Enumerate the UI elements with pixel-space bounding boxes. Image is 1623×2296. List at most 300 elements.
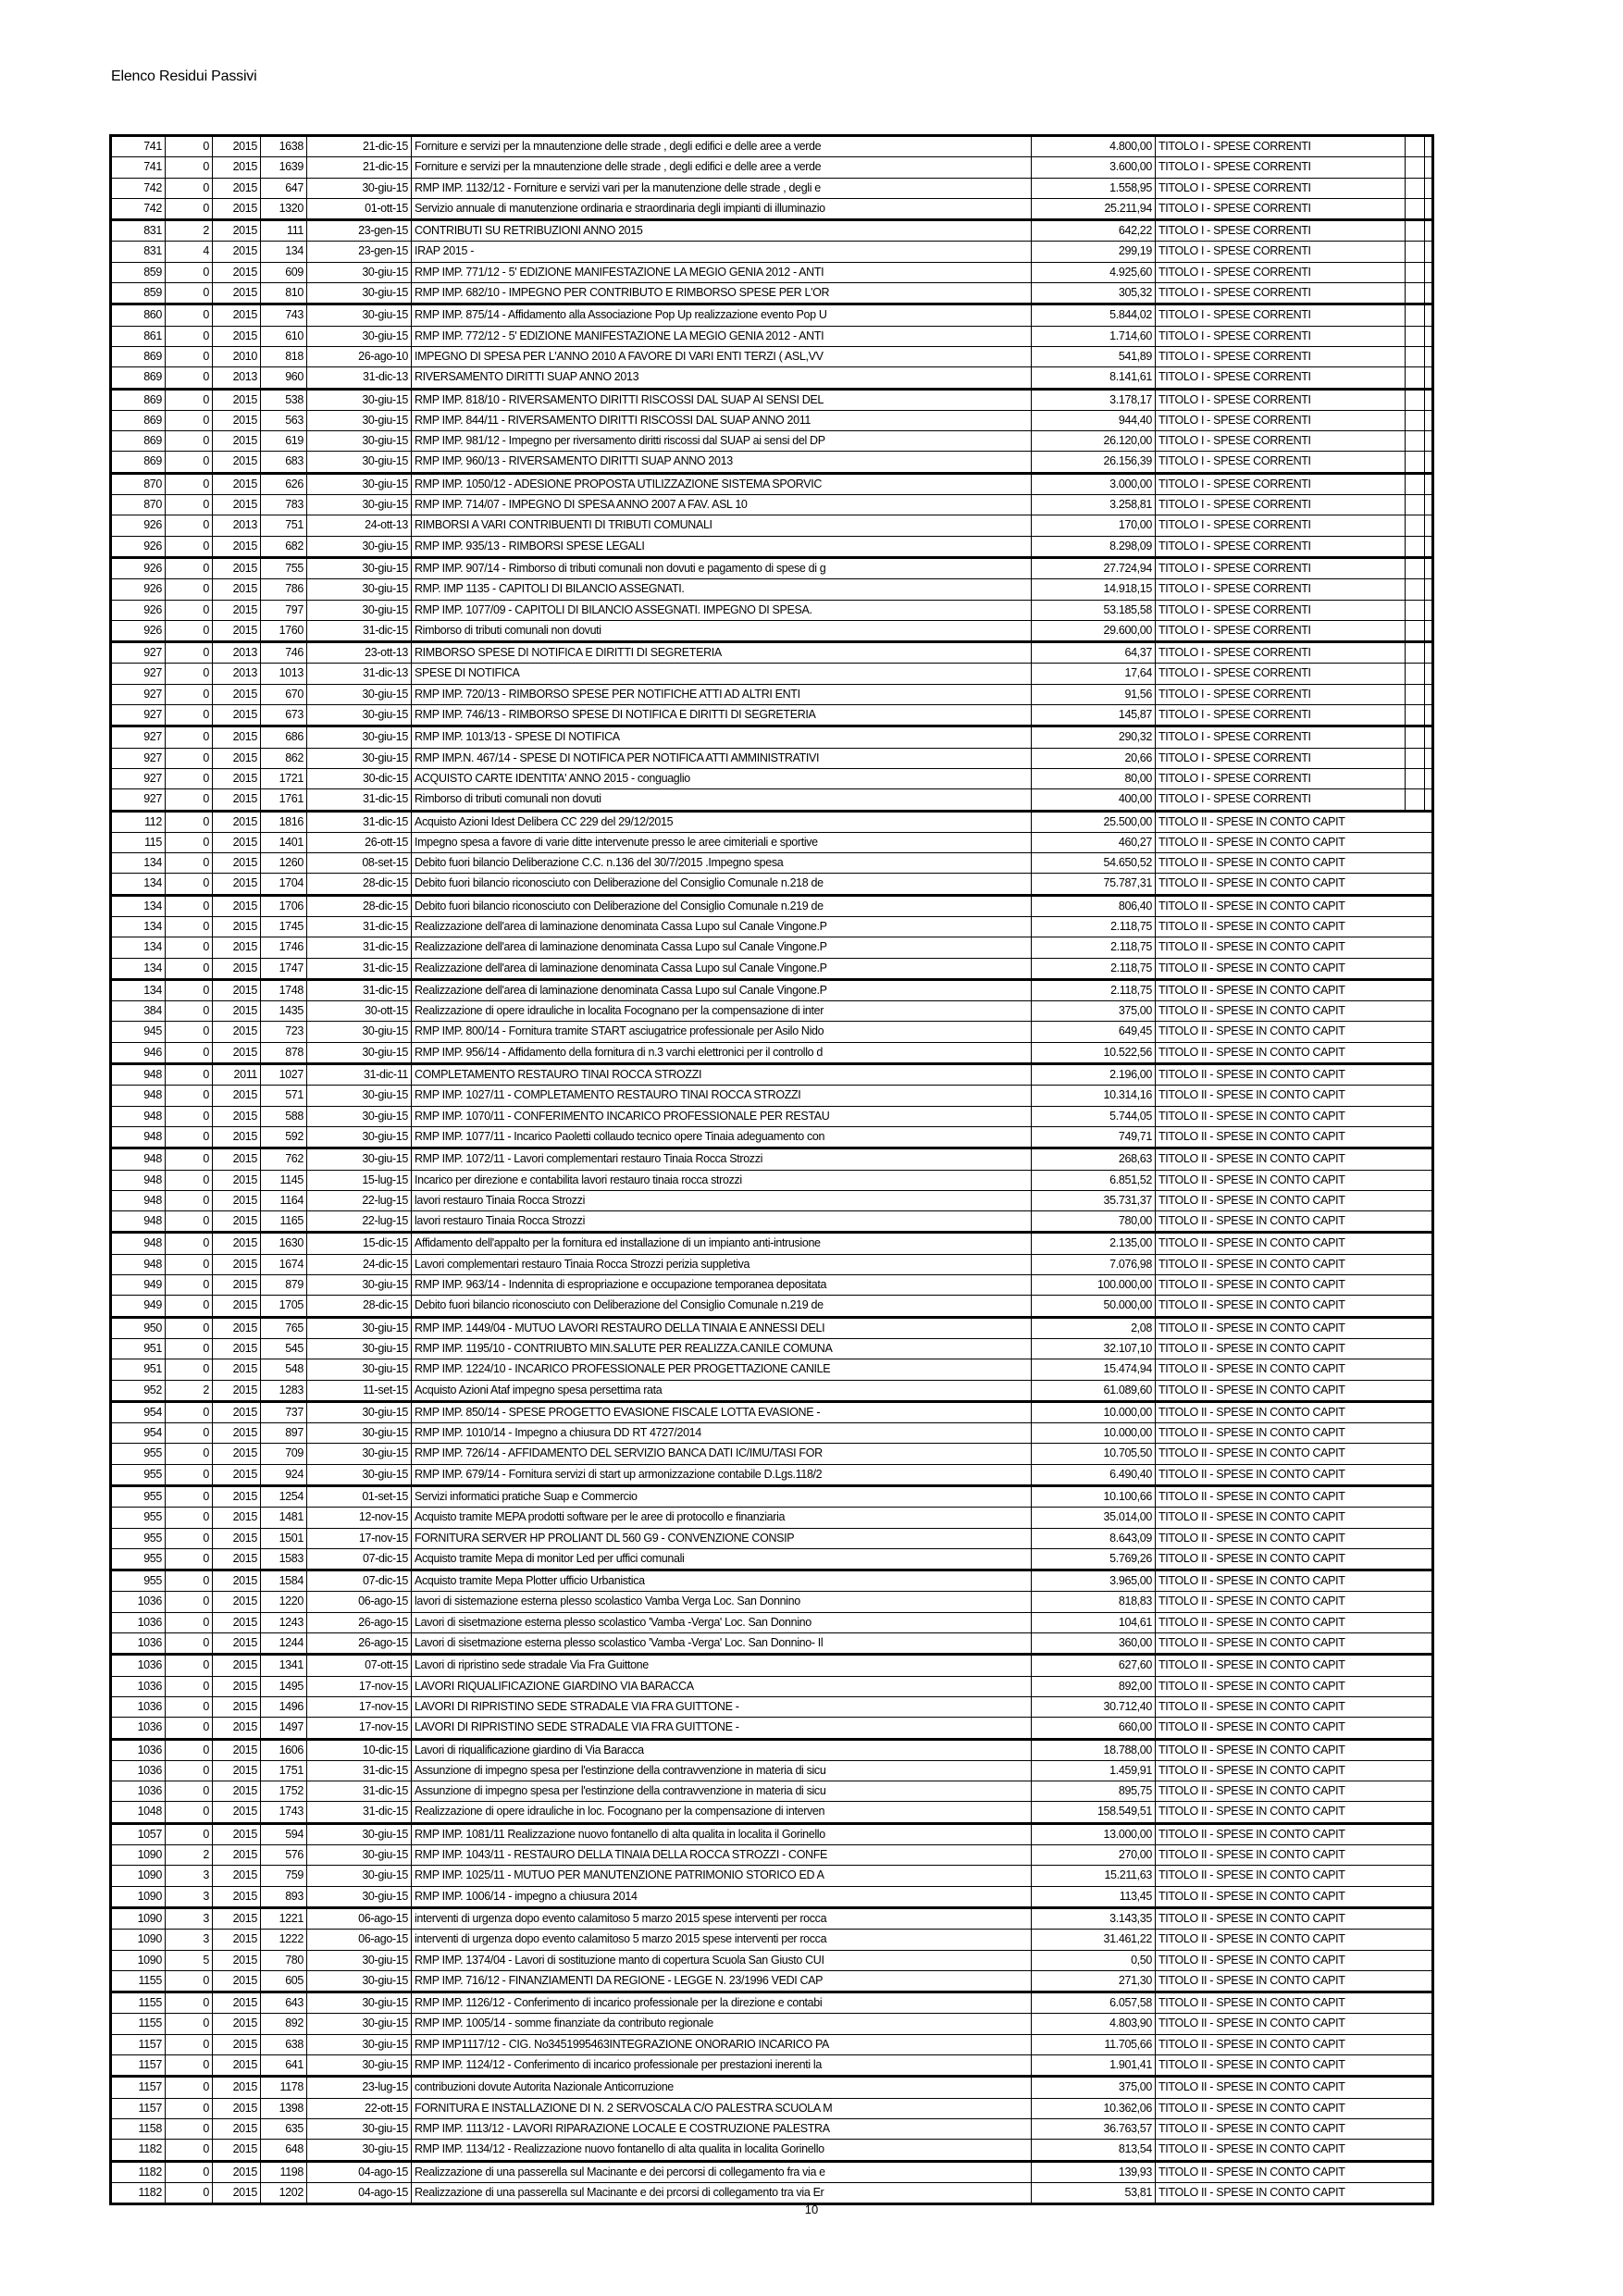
amount-cell: 10.522,56	[1032, 1042, 1156, 1063]
date-cell: 23-ott-13	[307, 642, 412, 664]
date-cell: 31-dic-15	[307, 1802, 412, 1823]
empty-cell	[1406, 600, 1425, 620]
year-cell: 2013	[213, 664, 261, 684]
description-cell: Realizzazione dell'area di laminazione denominata Cassa Lupo sul Canale Vingone.P	[412, 937, 1032, 958]
titolo-label-cell: TITOLO II - SPESE IN CONTO CAPIT	[1156, 1781, 1433, 1802]
residuo-number-cell: 869	[111, 367, 166, 389]
year-cell: 2015	[213, 895, 261, 916]
sub-number-cell: 0	[166, 1401, 213, 1422]
titolo-label-cell: TITOLO I - SPESE CORRENTI	[1156, 410, 1406, 430]
date-cell: 30-giu-15	[307, 726, 412, 748]
amount-cell: 32.107,10	[1032, 1338, 1156, 1359]
year-cell: 2015	[213, 557, 261, 578]
sub-number-cell: 0	[166, 157, 213, 178]
amount-cell: 25.211,94	[1032, 198, 1156, 219]
sub-number-cell: 0	[166, 178, 213, 198]
empty-cell	[1406, 789, 1425, 811]
year-cell: 2013	[213, 515, 261, 536]
titolo-label-cell: TITOLO II - SPESE IN CONTO CAPIT	[1156, 1612, 1433, 1632]
description-cell: Rimborso di tributi comunali non dovuti	[412, 789, 1032, 811]
residuo-number-cell: 134	[111, 916, 166, 937]
empty-cell	[1406, 410, 1425, 430]
titolo-label-cell: TITOLO II - SPESE IN CONTO CAPIT	[1156, 832, 1433, 852]
date-cell: 31-dic-15	[307, 789, 412, 811]
year-cell: 2015	[213, 2118, 261, 2139]
description-cell: Incarico per direzione e contabilita lavori restauro tinaia rocca strozzi	[412, 1170, 1032, 1190]
amount-cell: 10.314,16	[1032, 1086, 1156, 1106]
amount-cell: 660,00	[1032, 1718, 1156, 1739]
residuo-number-cell: 1157	[111, 2034, 166, 2054]
table-row	[111, 1655, 1433, 1676]
residuo-number-cell: 1036	[111, 1718, 166, 1739]
amount-cell: 460,27	[1032, 832, 1156, 852]
table-row	[111, 2098, 1433, 2118]
empty-cell	[1425, 726, 1433, 748]
description-cell: Debito fuori bilancio riconosciuto con Deliberazione del Consiglio Comunale n.218 de	[412, 874, 1032, 895]
impegno-number-cell: 1748	[261, 979, 307, 1000]
table-row	[111, 958, 1433, 979]
titolo-label-cell: TITOLO I - SPESE CORRENTI	[1156, 157, 1406, 178]
description-cell: RMP IMP. 1006/14 - impegno a chiusura 2014	[412, 1886, 1032, 1907]
amount-cell: 27.724,94	[1032, 557, 1156, 578]
residuo-number-cell: 955	[111, 1528, 166, 1548]
amount-cell: 1.901,41	[1032, 2055, 1156, 2077]
impegno-number-cell: 1630	[261, 1233, 307, 1254]
empty-cell	[1406, 304, 1425, 326]
year-cell: 2015	[213, 1401, 261, 1422]
impegno-number-cell: 1027	[261, 1064, 307, 1086]
table-row	[111, 1696, 1433, 1717]
table-row	[111, 1970, 1433, 1992]
titolo-label-cell: TITOLO I - SPESE CORRENTI	[1156, 473, 1406, 494]
titolo-label-cell: TITOLO II - SPESE IN CONTO CAPIT	[1156, 958, 1433, 979]
year-cell: 2015	[213, 452, 261, 473]
sub-number-cell: 0	[166, 410, 213, 430]
year-cell: 2015	[213, 620, 261, 641]
sub-number-cell: 0	[166, 2014, 213, 2034]
sub-number-cell: 0	[166, 979, 213, 1000]
residuo-number-cell: 946	[111, 1042, 166, 1063]
empty-cell	[1425, 473, 1433, 494]
titolo-label-cell: TITOLO II - SPESE IN CONTO CAPIT	[1156, 1444, 1433, 1464]
amount-cell: 8.141,61	[1032, 367, 1156, 389]
amount-cell: 818,83	[1032, 1592, 1156, 1612]
year-cell: 2015	[213, 2098, 261, 2118]
date-cell: 04-ago-15	[307, 2161, 412, 2182]
description-cell: Lavori di sisetmazione esterna plesso scolastico 'Vamba -Verga' Loc. San Donnino- Il	[412, 1633, 1032, 1655]
amount-cell: 627,60	[1032, 1655, 1156, 1676]
year-cell: 2015	[213, 1508, 261, 1528]
amount-cell: 3.965,00	[1032, 1570, 1156, 1592]
amount-cell: 4.800,00	[1032, 136, 1156, 157]
table-row	[111, 620, 1433, 641]
table-row	[111, 726, 1433, 748]
date-cell: 30-giu-15	[307, 1464, 412, 1485]
table-row	[111, 1570, 1433, 1592]
impegno-number-cell: 878	[261, 1042, 307, 1063]
residuo-number-cell: 859	[111, 262, 166, 282]
impegno-number-cell: 783	[261, 495, 307, 515]
impegno-number-cell: 1752	[261, 1781, 307, 1802]
date-cell: 30-giu-15	[307, 600, 412, 620]
titolo-label-cell: TITOLO I - SPESE CORRENTI	[1156, 664, 1406, 684]
titolo-label-cell: TITOLO II - SPESE IN CONTO CAPIT	[1156, 1464, 1433, 1485]
amount-cell: 2.196,00	[1032, 1064, 1156, 1086]
titolo-label-cell: TITOLO II - SPESE IN CONTO CAPIT	[1156, 1401, 1433, 1422]
table-row	[111, 768, 1433, 788]
residuo-number-cell: 134	[111, 895, 166, 916]
year-cell: 2015	[213, 1802, 261, 1823]
impegno-number-cell: 1435	[261, 1001, 307, 1022]
empty-cell	[1425, 620, 1433, 641]
residuo-number-cell: 1036	[111, 1612, 166, 1632]
amount-cell: 5.744,05	[1032, 1106, 1156, 1126]
empty-cell	[1406, 768, 1425, 788]
empty-cell	[1425, 495, 1433, 515]
titolo-label-cell: TITOLO I - SPESE CORRENTI	[1156, 198, 1406, 219]
residuo-number-cell: 870	[111, 495, 166, 515]
empty-cell	[1406, 620, 1425, 641]
residuo-number-cell: 927	[111, 684, 166, 704]
table-row	[111, 346, 1433, 366]
residuo-number-cell: 869	[111, 431, 166, 452]
sub-number-cell: 3	[166, 1866, 213, 1886]
year-cell: 2010	[213, 346, 261, 366]
impegno-number-cell: 648	[261, 2140, 307, 2161]
year-cell: 2015	[213, 2014, 261, 2034]
empty-cell	[1425, 283, 1433, 304]
titolo-label-cell: TITOLO II - SPESE IN CONTO CAPIT	[1156, 1676, 1433, 1696]
residuo-number-cell: 1036	[111, 1696, 166, 1717]
impegno-number-cell: 1638	[261, 136, 307, 157]
table-row	[111, 2014, 1433, 2034]
amount-cell: 25.500,00	[1032, 811, 1156, 832]
year-cell: 2015	[213, 198, 261, 219]
year-cell: 2015	[213, 1001, 261, 1022]
table-row	[111, 1760, 1433, 1781]
empty-cell	[1406, 178, 1425, 198]
sub-number-cell: 0	[166, 515, 213, 536]
date-cell: 23-gen-15	[307, 220, 412, 242]
description-cell: RMP IMP. 1010/14 - Impegno a chiusura DD RT 4727/2014	[412, 1423, 1032, 1444]
impegno-number-cell: 647	[261, 178, 307, 198]
table-row	[111, 1022, 1433, 1042]
empty-cell	[1406, 495, 1425, 515]
impegno-number-cell: 1501	[261, 1528, 307, 1548]
date-cell: 30-ott-15	[307, 1001, 412, 1022]
description-cell: Assunzione di impegno spesa per l'estinzione della contravvenzione in materia di sicu	[412, 1760, 1032, 1781]
year-cell: 2015	[213, 1423, 261, 1444]
titolo-label-cell: TITOLO II - SPESE IN CONTO CAPIT	[1156, 1655, 1433, 1676]
table-row	[111, 684, 1433, 704]
impegno-number-cell: 960	[261, 367, 307, 389]
titolo-label-cell: TITOLO II - SPESE IN CONTO CAPIT	[1156, 1106, 1433, 1126]
sub-number-cell: 0	[166, 2034, 213, 2054]
description-cell: RMP IMP. 1224/10 - INCARICO PROFESSIONALE PER PROGETTAZIONE CANILE	[412, 1359, 1032, 1380]
table-row	[111, 1064, 1433, 1086]
empty-cell	[1406, 579, 1425, 600]
titolo-label-cell: TITOLO II - SPESE IN CONTO CAPIT	[1156, 1086, 1433, 1106]
residuo-number-cell: 927	[111, 664, 166, 684]
empty-cell	[1425, 220, 1433, 242]
residuo-number-cell: 948	[111, 1086, 166, 1106]
amount-cell: 6.851,52	[1032, 1170, 1156, 1190]
titolo-label-cell: TITOLO II - SPESE IN CONTO CAPIT	[1156, 2118, 1433, 2139]
description-cell: RMP IMP. 1043/11 - RESTAURO DELLA TINAIA DELLA ROCCA STROZZI - CONFE	[412, 1845, 1032, 1866]
date-cell: 30-giu-15	[307, 536, 412, 557]
impegno-number-cell: 780	[261, 1950, 307, 1970]
empty-cell	[1425, 642, 1433, 664]
sub-number-cell: 0	[166, 895, 213, 916]
table-row	[111, 979, 1433, 1000]
amount-cell: 895,75	[1032, 1781, 1156, 1802]
sub-number-cell: 0	[166, 473, 213, 494]
date-cell: 31-dic-15	[307, 958, 412, 979]
sub-number-cell: 0	[166, 1592, 213, 1612]
date-cell: 28-dic-15	[307, 874, 412, 895]
amount-cell: 35.731,37	[1032, 1190, 1156, 1210]
table-row	[111, 2161, 1433, 2182]
impegno-number-cell: 759	[261, 1866, 307, 1886]
date-cell: 30-giu-15	[307, 2140, 412, 2161]
date-cell: 12-nov-15	[307, 1508, 412, 1528]
year-cell: 2015	[213, 1548, 261, 1570]
description-cell: RMP IMP. 771/12 - 5' EDIZIONE MANIFESTAZIONE LA MEGIO GENIA 2012 - ANTI	[412, 262, 1032, 282]
date-cell: 30-giu-15	[307, 1338, 412, 1359]
year-cell: 2013	[213, 367, 261, 389]
amount-cell: 305,32	[1032, 283, 1156, 304]
empty-cell	[1406, 136, 1425, 157]
description-cell: RMP IMP. 850/14 - SPESE PROGETTO EVASIONE FISCALE LOTTA EVASIONE -	[412, 1401, 1032, 1422]
date-cell: 31-dic-15	[307, 620, 412, 641]
table-row	[111, 410, 1433, 430]
residuo-number-cell: 1090	[111, 1866, 166, 1886]
impegno-number-cell: 1760	[261, 620, 307, 641]
impegno-number-cell: 897	[261, 1423, 307, 1444]
year-cell: 2015	[213, 431, 261, 452]
sub-number-cell: 0	[166, 2182, 213, 2203]
residuo-number-cell: 1090	[111, 1907, 166, 1929]
table-row	[111, 789, 1433, 811]
table-row	[111, 874, 1433, 895]
residuo-number-cell: 948	[111, 1211, 166, 1233]
year-cell: 2015	[213, 979, 261, 1000]
date-cell: 31-dic-15	[307, 916, 412, 937]
table-row	[111, 1486, 1433, 1508]
titolo-label-cell: TITOLO II - SPESE IN CONTO CAPIT	[1156, 1296, 1433, 1317]
date-cell: 07-dic-15	[307, 1570, 412, 1592]
amount-cell: 30.712,40	[1032, 1696, 1156, 1717]
amount-cell: 749,71	[1032, 1126, 1156, 1148]
year-cell: 2015	[213, 1823, 261, 1844]
impegno-number-cell: 1606	[261, 1739, 307, 1760]
table-row	[111, 1086, 1433, 1106]
year-cell: 2015	[213, 832, 261, 852]
residuo-number-cell: 384	[111, 1001, 166, 1022]
impegno-number-cell: 746	[261, 642, 307, 664]
date-cell: 30-giu-15	[307, 1970, 412, 1992]
sub-number-cell: 0	[166, 452, 213, 473]
impegno-number-cell: 683	[261, 452, 307, 473]
description-cell: RMP IMP. 1195/10 - CONTRIUBTO MIN.SALUTE PER REALIZZA.CANILE COMUNA	[412, 1338, 1032, 1359]
table-row	[111, 1528, 1433, 1548]
date-cell: 30-giu-15	[307, 326, 412, 346]
sub-number-cell: 0	[166, 579, 213, 600]
titolo-label-cell: TITOLO II - SPESE IN CONTO CAPIT	[1156, 2014, 1433, 2034]
amount-cell: 26.120,00	[1032, 431, 1156, 452]
titolo-label-cell: TITOLO I - SPESE CORRENTI	[1156, 346, 1406, 366]
date-cell: 17-nov-15	[307, 1696, 412, 1717]
empty-cell	[1425, 326, 1433, 346]
amount-cell: 80,00	[1032, 768, 1156, 788]
year-cell: 2015	[213, 157, 261, 178]
impegno-number-cell: 1751	[261, 1760, 307, 1781]
titolo-label-cell: TITOLO I - SPESE CORRENTI	[1156, 557, 1406, 578]
titolo-label-cell: TITOLO I - SPESE CORRENTI	[1156, 242, 1406, 262]
impegno-number-cell: 786	[261, 579, 307, 600]
empty-cell	[1425, 410, 1433, 430]
year-cell: 2015	[213, 1570, 261, 1592]
amount-cell: 3.143,35	[1032, 1907, 1156, 1929]
residuo-number-cell: 1057	[111, 1823, 166, 1844]
sub-number-cell: 0	[166, 684, 213, 704]
description-cell: Acquisto tramite Mepa di monitor Led per uffici comunali	[412, 1548, 1032, 1570]
amount-cell: 268,63	[1032, 1148, 1156, 1170]
impegno-number-cell: 643	[261, 1992, 307, 2014]
amount-cell: 3.600,00	[1032, 157, 1156, 178]
impegno-number-cell: 755	[261, 557, 307, 578]
sub-number-cell: 0	[166, 557, 213, 578]
year-cell: 2015	[213, 242, 261, 262]
sub-number-cell: 0	[166, 853, 213, 874]
impegno-number-cell: 810	[261, 283, 307, 304]
titolo-label-cell: TITOLO II - SPESE IN CONTO CAPIT	[1156, 1380, 1433, 1401]
date-cell: 31-dic-15	[307, 811, 412, 832]
empty-cell	[1406, 452, 1425, 473]
impegno-number-cell: 1495	[261, 1676, 307, 1696]
impegno-number-cell: 1260	[261, 853, 307, 874]
titolo-label-cell: TITOLO I - SPESE CORRENTI	[1156, 304, 1406, 326]
residuo-number-cell: 927	[111, 748, 166, 768]
date-cell: 06-ago-15	[307, 1592, 412, 1612]
table-row	[111, 1001, 1433, 1022]
description-cell: RMP IMP. 963/14 - Indennita di espropriazione e occupazione temporanea depositata	[412, 1275, 1032, 1296]
residuo-number-cell: 926	[111, 600, 166, 620]
table-row	[111, 2182, 1433, 2203]
sub-number-cell: 0	[166, 2098, 213, 2118]
impegno-number-cell: 1747	[261, 958, 307, 979]
titolo-label-cell: TITOLO II - SPESE IN CONTO CAPIT	[1156, 1528, 1433, 1548]
sub-number-cell: 0	[166, 283, 213, 304]
year-cell: 2015	[213, 853, 261, 874]
titolo-label-cell: TITOLO II - SPESE IN CONTO CAPIT	[1156, 1907, 1433, 1929]
empty-cell	[1425, 452, 1433, 473]
table-row	[111, 664, 1433, 684]
sub-number-cell: 4	[166, 242, 213, 262]
amount-cell: 780,00	[1032, 1211, 1156, 1233]
date-cell: 30-giu-15	[307, 1992, 412, 2014]
impegno-number-cell: 1721	[261, 768, 307, 788]
date-cell: 30-giu-15	[307, 1086, 412, 1106]
amount-cell: 6.057,58	[1032, 1992, 1156, 2014]
amount-cell: 649,45	[1032, 1022, 1156, 1042]
residuo-number-cell: 1048	[111, 1802, 166, 1823]
amount-cell: 158.549,51	[1032, 1802, 1156, 1823]
description-cell: RMP IMP. 1005/14 - somme finanziate da contributo regionale	[412, 2014, 1032, 2034]
sub-number-cell: 0	[166, 1802, 213, 1823]
date-cell: 21-dic-15	[307, 157, 412, 178]
residuo-number-cell: 1158	[111, 2118, 166, 2139]
impegno-number-cell: 134	[261, 242, 307, 262]
description-cell: RMP IMP. 772/12 - 5' EDIZIONE MANIFESTAZIONE LA MEGIO GENIA 2012 - ANTI	[412, 326, 1032, 346]
table-row	[111, 1823, 1433, 1844]
residuo-number-cell: 952	[111, 1380, 166, 1401]
titolo-label-cell: TITOLO I - SPESE CORRENTI	[1156, 220, 1406, 242]
residuo-number-cell: 741	[111, 157, 166, 178]
amount-cell: 400,00	[1032, 789, 1156, 811]
amount-cell: 35.014,00	[1032, 1508, 1156, 1528]
sub-number-cell: 0	[166, 642, 213, 664]
titolo-label-cell: TITOLO II - SPESE IN CONTO CAPIT	[1156, 1970, 1433, 1992]
empty-cell	[1425, 684, 1433, 704]
empty-cell	[1425, 557, 1433, 578]
description-cell: RMP IMP. 907/14 - Rimborso di tributi comunali non dovuti e pagamento di spese di g	[412, 557, 1032, 578]
sub-number-cell: 0	[166, 1970, 213, 1992]
description-cell: Acquisto Azioni Idest Delibera CC 229 del 29/12/2015	[412, 811, 1032, 832]
empty-cell	[1425, 262, 1433, 282]
description-cell: RIMBORSI A VARI CONTRIBUENTI DI TRIBUTI COMUNALI	[412, 515, 1032, 536]
table-row	[111, 895, 1433, 916]
impegno-number-cell: 1198	[261, 2161, 307, 2182]
description-cell: RMP IMP. 714/07 - IMPEGNO DI SPESA ANNO 2007 A FAV. ASL 10	[412, 495, 1032, 515]
residuo-number-cell: 134	[111, 958, 166, 979]
sub-number-cell: 0	[166, 2055, 213, 2077]
description-cell: LAVORI DI RIPRISTINO SEDE STRADALE VIA FRA GUITTONE -	[412, 1696, 1032, 1717]
amount-cell: 1.558,95	[1032, 178, 1156, 198]
year-cell: 2015	[213, 2140, 261, 2161]
empty-cell	[1406, 748, 1425, 768]
sub-number-cell: 0	[166, 1633, 213, 1655]
year-cell: 2015	[213, 1170, 261, 1190]
year-cell: 2015	[213, 1528, 261, 1548]
sub-number-cell: 0	[166, 1548, 213, 1570]
amount-cell: 271,30	[1032, 1970, 1156, 1992]
year-cell: 2015	[213, 2161, 261, 2182]
amount-cell: 170,00	[1032, 515, 1156, 536]
description-cell: RMP IMP. 682/10 - IMPEGNO PER CONTRIBUTO E RIMBORSO SPESE PER L'OR	[412, 283, 1032, 304]
date-cell: 22-lug-15	[307, 1211, 412, 1233]
table-row	[111, 389, 1433, 410]
table-row	[111, 262, 1433, 282]
table-row	[111, 178, 1433, 198]
impegno-number-cell: 682	[261, 536, 307, 557]
amount-cell: 290,32	[1032, 726, 1156, 748]
year-cell: 2015	[213, 1022, 261, 1042]
residuo-number-cell: 1182	[111, 2140, 166, 2161]
table-row	[111, 2077, 1433, 2098]
titolo-label-cell: TITOLO II - SPESE IN CONTO CAPIT	[1156, 1317, 1433, 1338]
impegno-number-cell: 594	[261, 1823, 307, 1844]
amount-cell: 20,66	[1032, 748, 1156, 768]
description-cell: RMP IMP1117/12 - CIG. No3451995463INTEGRAZIONE ONORARIO INCARICO PA	[412, 2034, 1032, 2054]
description-cell: RMP IMP. 1072/11 - Lavori complementari restauro Tinaia Rocca Strozzi	[412, 1148, 1032, 1170]
date-cell: 30-giu-15	[307, 1148, 412, 1170]
residuo-number-cell: 1157	[111, 2098, 166, 2118]
residuo-number-cell: 742	[111, 178, 166, 198]
year-cell: 2015	[213, 1781, 261, 1802]
titolo-label-cell: TITOLO I - SPESE CORRENTI	[1156, 726, 1406, 748]
table-row	[111, 2034, 1433, 2054]
